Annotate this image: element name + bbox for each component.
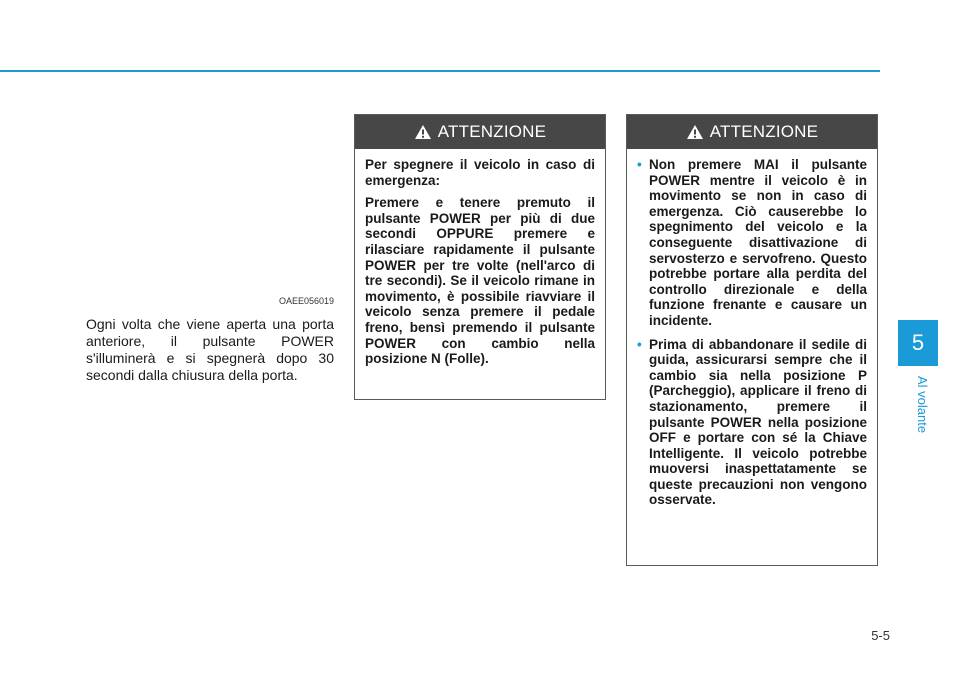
warning-paragraph: Per spegnere il veicolo in caso di emergenza: xyxy=(365,157,595,188)
list-item-text: Prima di abbandonare il sedile di guida, assicurarsi sempre che il cambio sia nella posizione P (Parcheggio), applicare il freno di stazionamento, premere il pulsante POWER nella posizione OFF e portare con sé la Chiave Intelligente. Il veicolo potrebbe muoversi inaspettatamente se queste precauzioni non vengono osservate. xyxy=(649,336,867,508)
warning-body xyxy=(627,149,877,508)
warning-body xyxy=(355,149,605,367)
chapter-label: Al volante xyxy=(915,376,930,434)
warning-header xyxy=(355,115,605,149)
bullet-icon: • xyxy=(637,157,642,172)
figure-code: OAEE056019 xyxy=(278,296,334,306)
page-number: 5-5 xyxy=(871,628,890,643)
chapter-tab xyxy=(898,320,938,366)
warning-icon xyxy=(414,124,432,140)
warning-title: ATTENZIONE xyxy=(709,122,819,141)
list-item xyxy=(637,337,867,509)
header-rule xyxy=(0,70,880,72)
warning-title: ATTENZIONE xyxy=(437,122,547,141)
chapter-number: 5 xyxy=(911,330,925,355)
list-item xyxy=(637,157,867,329)
warning-paragraph: Premere e tenere premuto il pulsante POWER per più di due secondi OPPURE premere e rilasciare rapidamente il pulsante POWER per tre volte (nell'arco di tre secondi). Se il veicolo rimane in movimento, è possibile riavviare il veicolo senza premere il pedale freno, bensì premendo il pulsante POWER con cambio nella posizione N (Folle). xyxy=(365,195,595,367)
bullet-icon: • xyxy=(637,336,642,352)
warning-list xyxy=(637,157,867,508)
warning-header xyxy=(627,115,877,149)
list-item-text: Non premere MAI il pulsante POWER mentre il veicolo è in movimento se non in caso di emergenza. Ciò causerebbe lo spegnimento del veicolo e la conseguente disattivazione di servosterzo e servofreno. Questo potrebbe portare alla perdita del controllo direzionale e della funzione frenante e causare un incidente. xyxy=(649,157,867,328)
warning-box-emergency xyxy=(354,114,606,400)
warning-icon xyxy=(686,124,704,140)
warning-box-power xyxy=(626,114,878,566)
intro-paragraph: Ogni volta che viene aperta una porta anteriore, il pulsante POWER s'illuminerà e si spegnerà dopo 30 secondi dalla chiusura della porta. xyxy=(86,316,334,383)
